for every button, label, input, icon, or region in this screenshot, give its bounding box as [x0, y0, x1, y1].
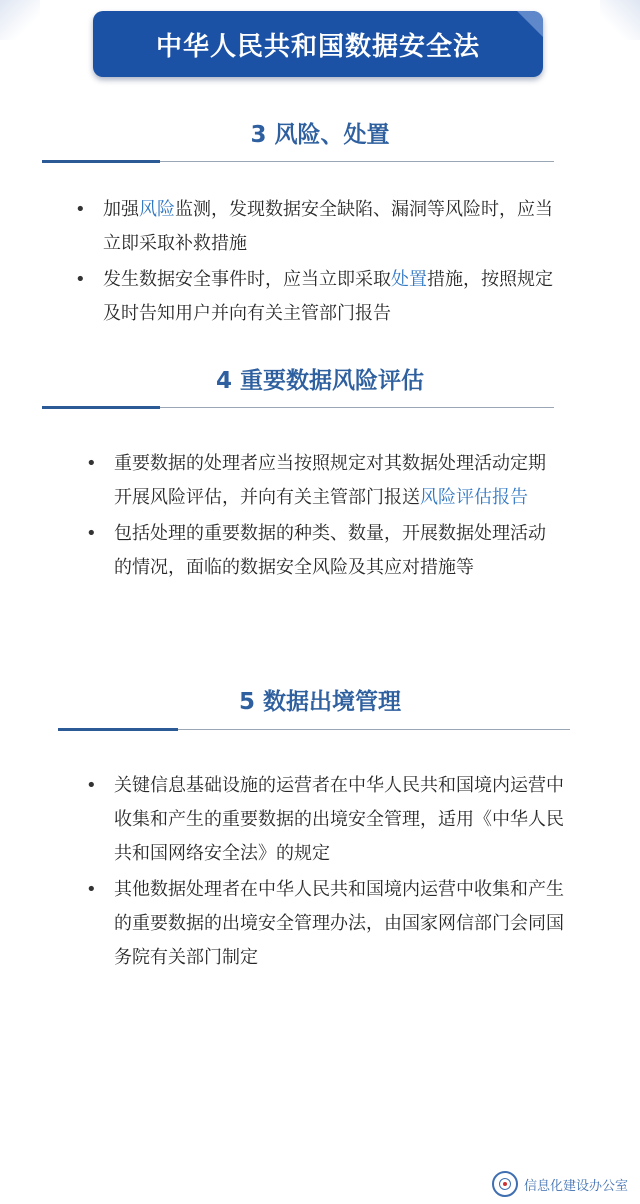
section-heading-export: 5 数据出境管理: [238, 689, 401, 715]
footer: [492, 1170, 628, 1198]
page-title: 中华人民共和国数据安全法: [155, 31, 480, 62]
footer-org-name: 信息化建设办公室: [523, 1178, 628, 1194]
list-item: • 其他数据处理者在中华人民共和国境内运营中收集和产生的重要数据的出境安全管理办法，由国家网信部门会同国务院有关部门制定: [114, 873, 564, 975]
list-item: • 关键信息基础设施的运营者在中华人民共和国境内运营中收集和产生的重要数据的出境安全管理，适用《中华人民共和国网络安全法》的规定: [114, 769, 564, 871]
section-heading-risk: 3 风险、处置: [250, 122, 390, 148]
title-banner: [93, 11, 543, 77]
bullet-dot: •: [86, 879, 97, 900]
list-item: • 加强风险监测，发现数据安全缺陷、漏洞等风险时，应当立即采取补救措施: [103, 193, 553, 261]
section-divider: [42, 161, 554, 162]
list-item: • 重要数据的处理者应当按照规定对其数据处理活动定期开展风险评估，并向有关主管部门报送风险评估报告: [114, 447, 550, 515]
section-divider: [58, 729, 570, 730]
bullet-list-export: [86, 769, 564, 977]
list-item: • 发生数据安全事件时，应当立即采取处置措施，按照规定及时告知用户并向有关主管部门报告: [103, 263, 553, 331]
decor-corner-left: [0, 0, 40, 40]
bullet-dot: •: [86, 775, 97, 796]
bullet-dot: •: [75, 269, 86, 290]
bullet-list-risk: [75, 193, 553, 333]
bullet-dot: •: [86, 523, 97, 544]
bullet-dot: •: [75, 199, 86, 220]
list-item: • 包括处理的重要数据的种类、数量，开展数据处理活动的情况，面临的数据安全风险及其应对措施等: [114, 517, 550, 585]
bullet-list-assessment: [86, 447, 550, 587]
decor-corner-right: [600, 0, 640, 40]
section-divider: [42, 407, 554, 408]
section-heading-assessment: 4 重要数据风险评估: [215, 368, 424, 394]
bullet-dot: •: [86, 453, 97, 474]
office-seal-icon: [492, 1171, 518, 1197]
